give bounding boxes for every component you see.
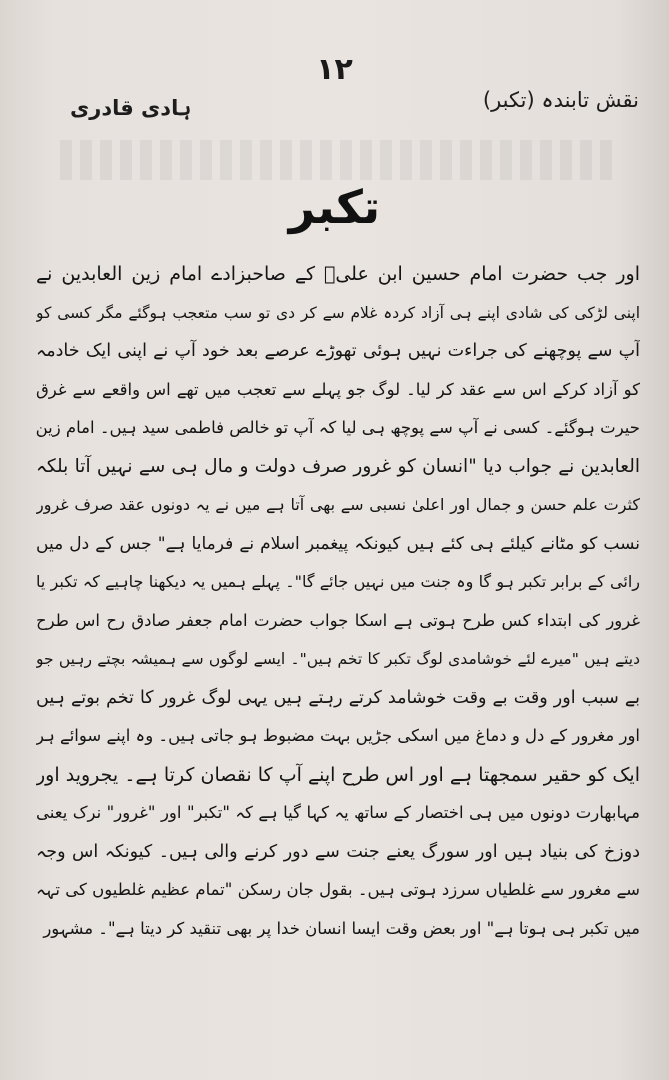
text-line: دوزخ کی بنیاد ہیں اور سورگ یعنے جنت سے دور کرنے والی ہیں۔ کیونکہ اس وجہ	[36, 841, 640, 862]
text-line: اور مغرور کے دل و دماغ میں اسکی جڑیں بہت مضبوط ہو جاتی ہیں۔ وہ اپنے سوائے ہر	[36, 726, 640, 745]
text-line: اور جب حضرت امام حسین ابن علیؑ کے صاحبزادے امام زین العابدین نے	[36, 263, 640, 285]
text-line: مہابھارت دونوں میں ہی اختصار کے ساتھ یہ کہا گیا ہے کہ "تکبر" اور "غرور" نرک یعنی	[36, 803, 640, 822]
text-line: ایک کو حقیر سمجھتا ہے اور اس طرح اپنے آپ کا نقصان کرتا ہے۔ یجروید اور	[36, 763, 640, 786]
text-line: کو آزاد کرکے اس سے عقد کر لیا۔ لوگ جو پہلے سے تعجب میں تھے اس واقعے سے غرق	[36, 379, 640, 399]
text-line: کثرت علم حسن و جمال اور اعلیٰ نسبی سے بھی آتا ہے میں نے یہ دونوں عقد صرف غرور	[36, 495, 640, 514]
text-line: دیتے ہیں "میرے لئے خوشامدی لوگ تکبر کا تخم ہیں"۔ ایسے لوگوں سے ہمیشہ بچتے رہیں جو	[36, 650, 640, 668]
text-line: آپ سے پوچھنے کی جراءت نہیں ہوئی تھوڑے عرصے بعد خود آپ نے اپنی ایک خادمہ	[36, 341, 640, 361]
text-line: نسب کو مٹانے کیلئے ہی کئے ہیں کیونکہ پیغمبر اسلام نے فرمایا ہے" جس کے دل میں	[36, 533, 640, 554]
text-line: العابدین نے جواب دیا "انسان کو غرور صرف دولت و مال ہی سے نہیں آتا بلکہ	[36, 455, 640, 477]
running-header-author: ہادی قادری	[70, 96, 192, 120]
chapter-title: تکبر	[288, 180, 381, 234]
text-line: حیرت ہوگئے۔ کسی نے آپ سے پوچھ ہی لیا کہ آپ تو خالص فاطمی سید ہیں۔ امام زین	[36, 418, 640, 437]
body-text	[36, 255, 640, 948]
text-line: میں تکبر ہی ہوتا ہے" اور بعض وقت ایسا انسان خدا پر بھی تنقید کر دیتا ہے"۔ مشہور	[43, 918, 640, 938]
running-header-title: نقش تابندہ (تکبر)	[482, 88, 639, 112]
text-line: رائی کے برابر تکبر ہو گا وہ جنت میں نہیں جائے گا"۔ پہلے ہمیں یہ دیکھنا چاہیے کہ تکبر یا	[36, 572, 640, 591]
text-line: غرور کی ابتداء کس طرح ہوتی ہے اسکا جواب حضرت امام جعفر صادق رح اس طرح	[36, 610, 640, 630]
text-line: اپنی لڑکی کی شادی اپنے ہی آزاد کردہ غلام سے کر دی تو سب متعجب ہوگئے مگر کسی کو	[36, 303, 640, 322]
page-number: ۱۲	[316, 52, 353, 87]
text-line: بے سبب اور وقت بے وقت خوشامد کرتے رہتے ہیں یہی لوگ غرور کا تخم بوتے ہیں	[36, 687, 640, 708]
text-line: سے مغرور سے غلطیاں سرزد ہوتی ہیں۔ بقول جان رسکن "تمام عظیم غلطیوں کی تہہ	[36, 880, 640, 899]
bleed-through-text	[60, 140, 620, 180]
